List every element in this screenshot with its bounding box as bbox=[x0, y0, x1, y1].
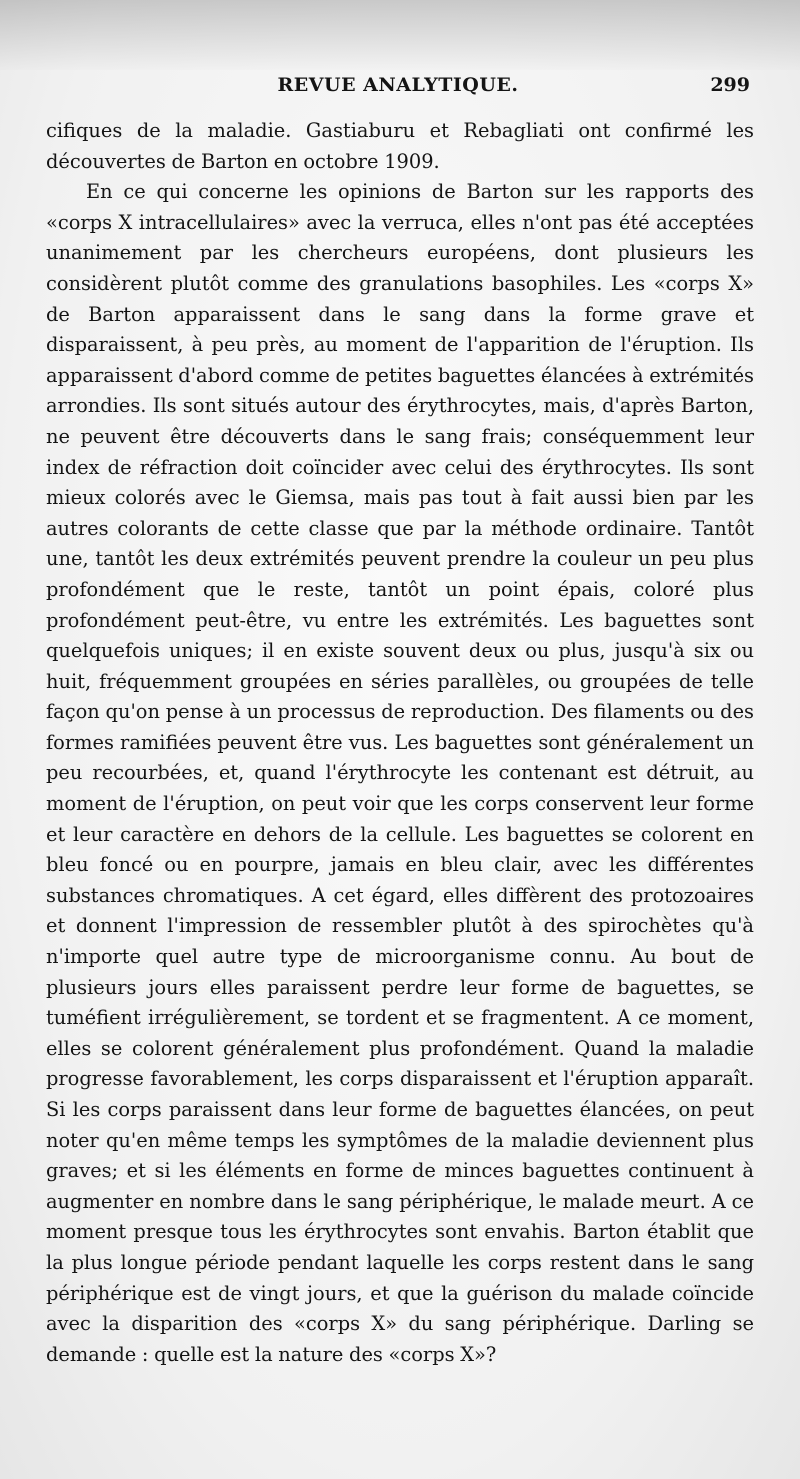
page-number: 299 bbox=[710, 74, 750, 96]
paragraph-barton-corps-x: En ce qui concerne les opinions de Barton sur les rapports des «corps X intracellulaires» avec la verruca, elles n'ont pas été acceptées unanimement par les chercheurs européens, dont plusieurs les considèrent plutôt comme des granulations basophiles. Les «corps X» de Barton apparaissent dans le sang dans la forme grave et disparaissent, à peu près, au moment de l'apparition de l'éruption. Ils apparaissent d'abord comme de petites baguettes élancées à extrémités arrondies. Ils sont situés autour des érythrocytes, mais, d'après Barton, ne peuvent être découverts dans le sang frais; conséquemment leur index de réfraction doit coïncider avec celui des érythrocytes. Ils sont mieux colorés avec le Giemsa, mais pas tout à fait aussi bien par les autres colorants de cette classe que par la méthode ordinaire. Tantôt une, tantôt les deux extrémités peuvent prendre la couleur un peu plus profondément que le reste, tantôt un point épais, coloré plus profondément peut-être, vu entre les extrémités. Les baguettes sont quelquefois uniques; il en existe souvent deux ou plus, jusqu'à six ou huit, fréquemment groupées en séries parallèles, ou groupées de telle façon qu'on pense à un processus de reproduction. Des filaments ou des formes ramifiées peuvent être vus. Les baguettes sont généralement un peu recourbées, et, quand l'érythrocyte les contenant est détruit, au moment de l'éruption, on peut voir que les corps conservent leur forme et leur caractère en dehors de la cellule. Les baguettes se colorent en bleu foncé ou en pourpre, jamais en bleu clair, avec les différentes substances chromatiques. A cet égard, elles diffèrent des protozoaires et donnent l'impression de ressembler plutôt à des spirochètes qu'à n'importe quel autre type de microorganisme connu. Au bout de plusieurs jours elles paraissent perdre leur forme de baguettes, se tuméfient irrégulièrement, se tordent et se fragmentent. A ce moment, elles se colorent généralement plus profondément. Quand la maladie progresse favorablement, les corps disparaissent et l'éruption apparaît. Si les corps paraissent dans leur forme de baguettes élancées, on peut noter qu'en même temps les symptômes de la maladie deviennent plus graves; et si les éléments en forme de minces baguettes continuent à augmenter en nombre dans le sang périphérique, le malade meurt. A ce moment presque tous les érythrocytes sont envahis. Barton établit que la plus longue période pendant laquelle les corps restent dans le sang périphérique est de vingt jours, et que la guérison du malade coïncide avec la disparition des «corps X» du sang périphérique. Darling se demande : quelle est la nature des «corps X»? bbox=[46, 180, 754, 1366]
body-text bbox=[46, 116, 754, 1370]
page-header bbox=[46, 74, 750, 102]
paragraph-continuation: cifiques de la maladie. Gastiaburu et Rebagliati ont confirmé les découvertes de Barton en octobre 1909. bbox=[46, 119, 754, 173]
running-title: REVUE ANALYTIQUE. bbox=[277, 74, 519, 96]
